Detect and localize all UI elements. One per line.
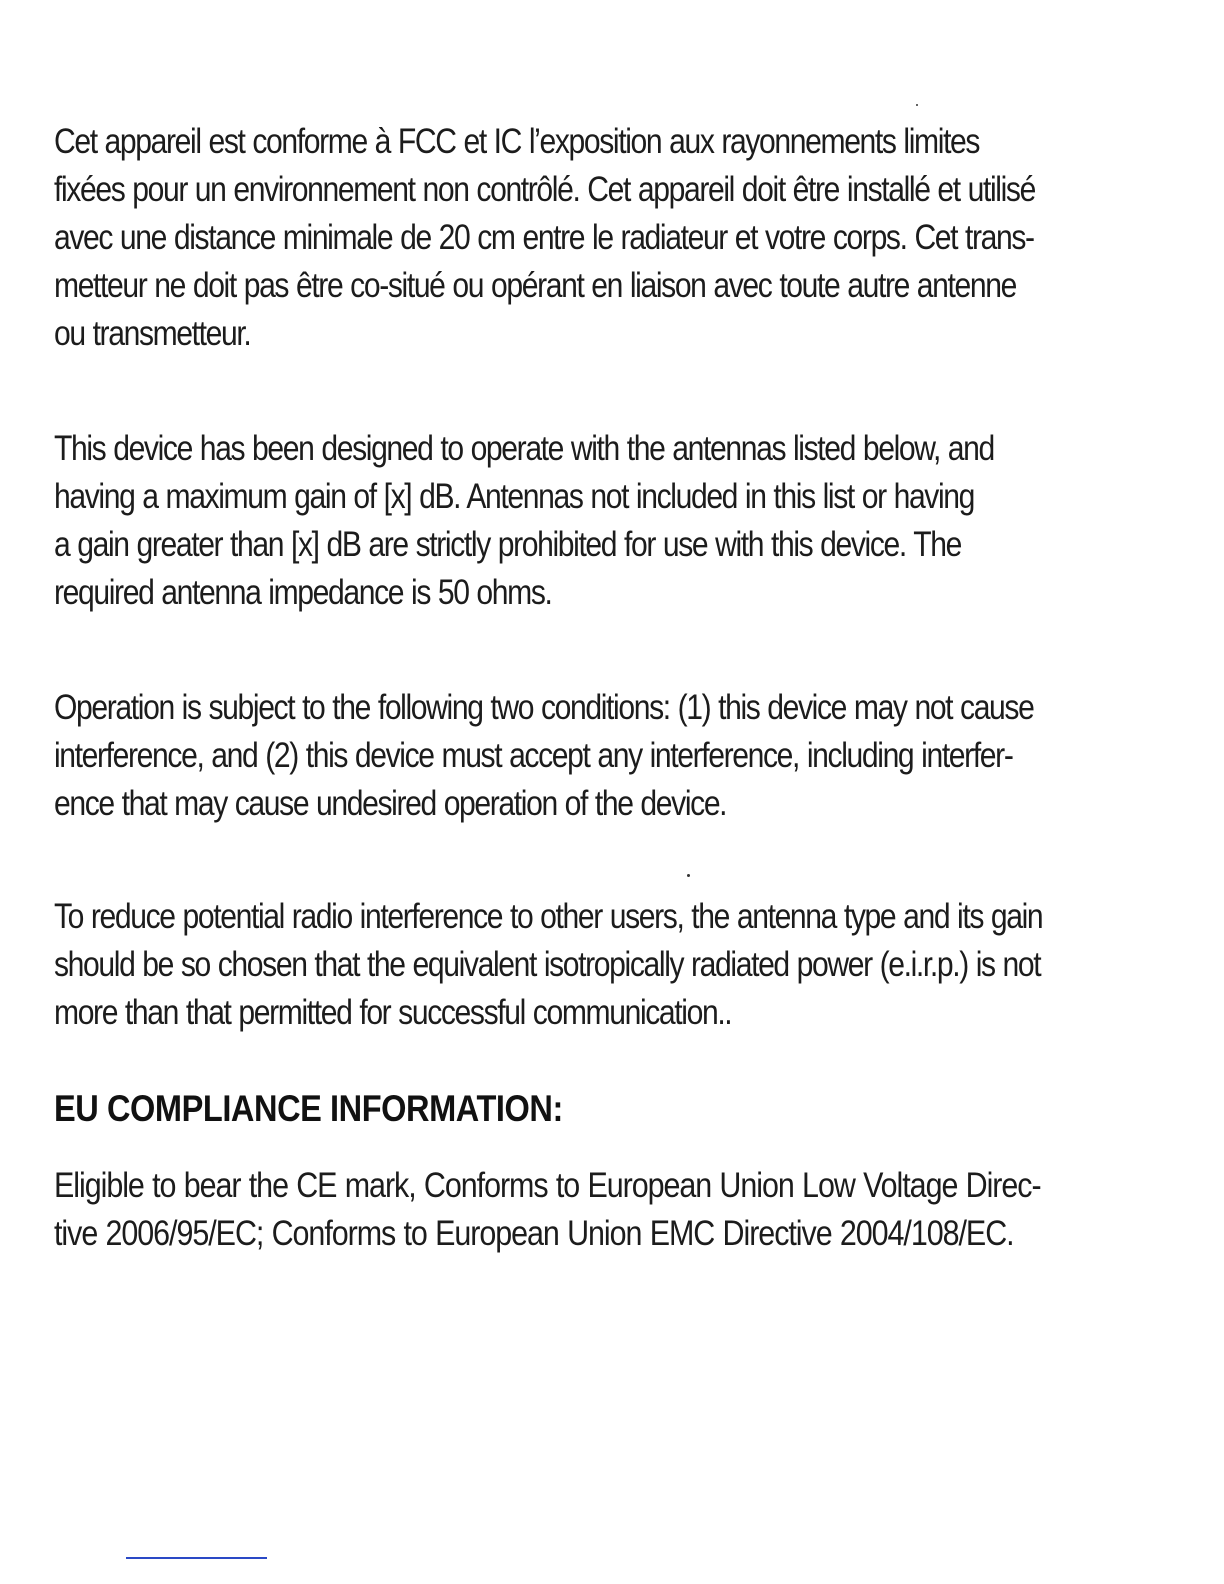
paragraph-operation-conditions xyxy=(54,684,1033,828)
paragraph-radio-interference xyxy=(54,893,1042,1037)
paragraph-line: Operation is subject to the following two conditions: (1) this device may not cause xyxy=(54,688,1034,727)
paragraph-line: metteur ne doit pas être co-situé ou opérant en liaison avec toute autre antenne xyxy=(54,266,1016,305)
paragraph-french-exposure xyxy=(54,118,1035,358)
scan-edge-line xyxy=(126,1557,267,1559)
paragraph-line: avec une distance minimale de 20 cm entre le radiateur et votre corps. Cet trans- xyxy=(54,218,1034,257)
paragraph-line: ou transmetteur. xyxy=(54,314,251,353)
eu-compliance-heading: EU COMPLIANCE INFORMATION: xyxy=(54,1088,563,1129)
paragraph-line: This device has been designed to operate with the antennas listed below, and xyxy=(54,429,994,468)
paragraph-line: Cet appareil est conforme à FCC et IC l’exposition aux rayonnements limites xyxy=(54,122,980,161)
paragraph-line: fixées pour un environnement non contrôlé. Cet appareil doit être installé et utilisé xyxy=(54,170,1035,209)
paragraph-line: should be so chosen that the equivalent isotropically radiated power (e.i.r.p.) is not xyxy=(54,945,1041,984)
paragraph-line: Eligible to bear the CE mark, Conforms to European Union Low Voltage Direc- xyxy=(54,1166,1041,1205)
paragraph-line: tive 2006/95/EC; Conforms to European Union EMC Directive 2004/108/EC. xyxy=(54,1214,1014,1253)
paragraph-line: To reduce potential radio interference to other users, the antenna type and its gain xyxy=(54,897,1043,936)
paragraph-eu-compliance xyxy=(54,1162,1041,1258)
paragraph-line: interference, and (2) this device must accept any interference, including interfer- xyxy=(54,736,1013,775)
paragraph-line: required antenna impedance is 50 ohms. xyxy=(54,573,552,612)
paragraph-line: more than that permitted for successful communication.. xyxy=(54,993,732,1032)
scan-speck xyxy=(687,874,690,877)
scan-speck xyxy=(916,104,918,106)
paragraph-antenna-gain xyxy=(54,425,994,617)
paragraph-line: ence that may cause undesired operation of the device. xyxy=(54,784,727,823)
paragraph-line: a gain greater than [x] dB are strictly prohibited for use with this device. The xyxy=(54,525,961,564)
paragraph-line: having a maximum gain of [x] dB. Antennas not included in this list or having xyxy=(54,477,975,516)
